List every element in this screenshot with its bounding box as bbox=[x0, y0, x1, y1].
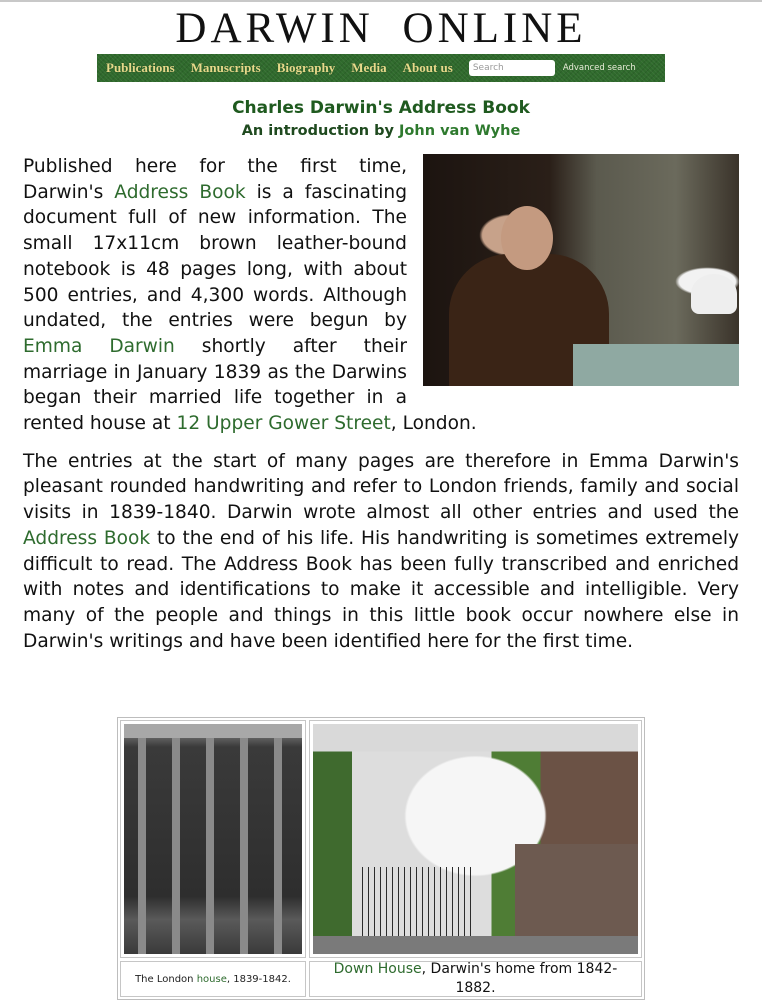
portrait-desk bbox=[573, 344, 739, 386]
down-house-photo-cell bbox=[309, 720, 642, 958]
caption-text: , 1839-1842. bbox=[226, 973, 291, 985]
text: shortly after their marriage in January 1839 as the Darwins began their married life together in a rented house at bbox=[23, 335, 407, 435]
page-subtitle bbox=[0, 122, 762, 140]
text: The entries at the start of many pages are therefore in Emma Darwin's pleasant rounded handwriting and refer to London friends, family and social visits in 1839-1840. Darwin wrote almost all other entries and used the bbox=[23, 450, 739, 524]
caption-text: , Darwin's home from 1842-1882. bbox=[421, 961, 618, 996]
portrait-head bbox=[501, 206, 553, 270]
text: to the end of his life. His handwriting is sometimes extremely difficult to read. The Address Book has been fully transcribed and enriched with notes and identifications to make it accessible and intelligible. Very many of the people and things in this little book occur nowhere else in Darwin's writings and have been identified here for the first time. bbox=[23, 527, 740, 652]
darwin-portrait-image bbox=[423, 154, 739, 386]
intro-paragraph-2 bbox=[23, 449, 739, 655]
author-link[interactable]: John van Wyhe bbox=[399, 123, 521, 139]
nav-media[interactable]: Media bbox=[351, 60, 387, 75]
main-content bbox=[23, 154, 739, 666]
down-house-link[interactable]: Down House bbox=[333, 961, 422, 977]
address-book-link[interactable]: Address Book bbox=[114, 181, 246, 203]
subtitle-prefix: An introduction by bbox=[241, 123, 400, 139]
down-house-caption bbox=[309, 961, 642, 997]
london-house-image bbox=[124, 724, 302, 954]
iron-gate bbox=[362, 867, 476, 936]
caption-text: The London bbox=[135, 973, 197, 985]
london-house-caption bbox=[120, 961, 306, 997]
page-title: Charles Darwin's Address Book bbox=[232, 98, 530, 118]
upper-gower-street-link[interactable]: 12 Upper Gower Street bbox=[176, 413, 391, 435]
text: , London. bbox=[390, 413, 477, 435]
text: Published here for the first time, Darwin's bbox=[23, 156, 407, 203]
nav-about-us[interactable]: About us bbox=[402, 60, 453, 75]
search-input[interactable] bbox=[469, 60, 555, 76]
down-house-image bbox=[313, 724, 638, 954]
advanced-search-link[interactable]: Advanced search bbox=[562, 63, 636, 73]
nav-publications[interactable]: Publications bbox=[106, 60, 175, 75]
emma-darwin-link[interactable]: Emma Darwin bbox=[23, 335, 175, 357]
portrait-lamp bbox=[691, 274, 737, 314]
site-logo[interactable]: DARWIN ONLINE bbox=[175, 5, 587, 52]
road bbox=[313, 936, 638, 954]
nav-biography[interactable]: Biography bbox=[276, 60, 336, 75]
photo-table bbox=[117, 717, 645, 1000]
main-navbar bbox=[97, 54, 665, 82]
london-house-photo-cell bbox=[120, 720, 306, 958]
nav-manuscripts[interactable]: Manuscripts bbox=[190, 60, 261, 75]
text: is a fascinating document full of new information. The small 17x11cm brown leather-bound notebook is 48 pages long, with about 500 entries, and 4,300 words. Although undated, the entries were begun by bbox=[23, 181, 407, 332]
london-house-link[interactable]: house bbox=[196, 973, 227, 985]
address-book-link-2[interactable]: Address Book bbox=[23, 527, 151, 549]
